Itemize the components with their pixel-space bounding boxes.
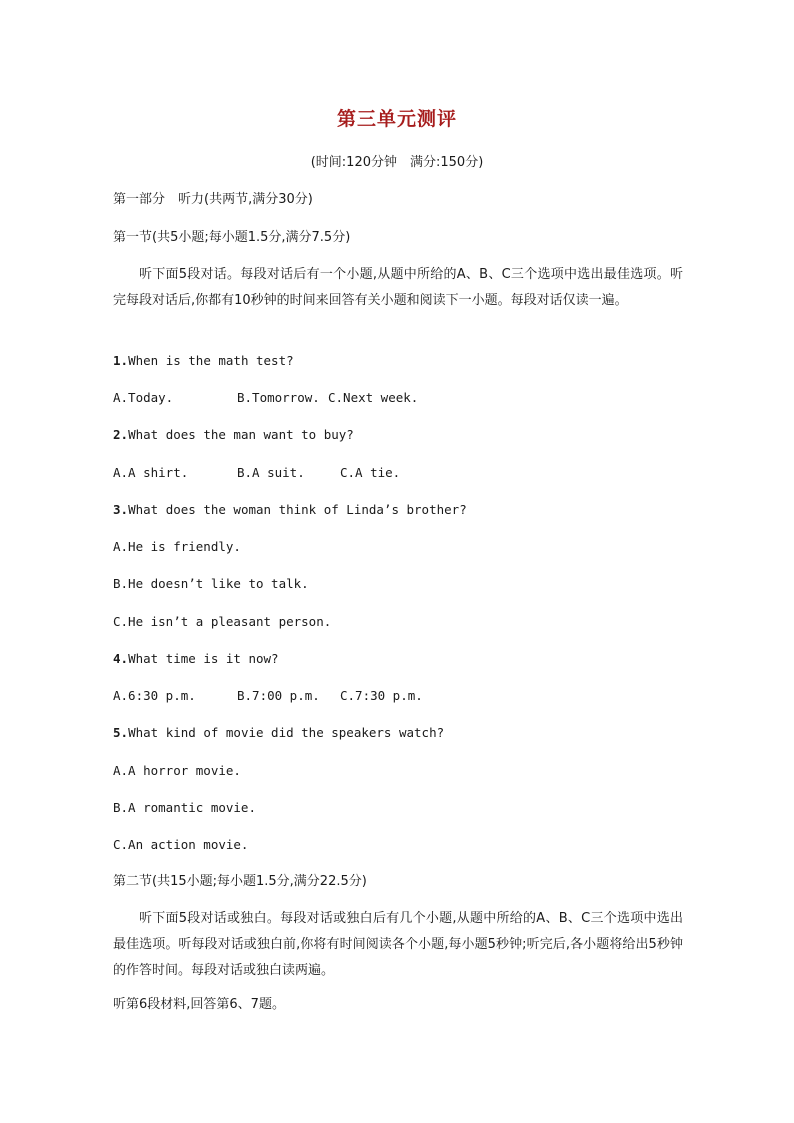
option-c: C.7:30 p.m.: [340, 688, 423, 703]
question-1-options: [113, 390, 693, 406]
question-3-option-b: B.He doesn’t like to talk.: [113, 576, 309, 591]
question-4-options: [113, 688, 693, 704]
option-a: A.Today.: [113, 390, 174, 405]
section2-instructions: 听下面5段对话或独白。每段对话或独白后有几个小题,从题中所给的A、B、C三个选项中选出最佳选项。听每段对话或独白前,你将有时间阅读各个小题,每小题5秒钟;听完后,各小题将给出5秒钟的作答时间。每段对话或独白读两遍。: [113, 911, 683, 978]
option-b: B.Tomorrow.: [237, 390, 320, 405]
material-prompt: 听第6段材料,回答第6、7题。: [113, 997, 285, 1012]
question-number: 3.: [113, 502, 129, 517]
question-text: When is the math test?: [128, 353, 294, 368]
question-2: [113, 427, 693, 443]
question-text: What time is it now?: [128, 651, 279, 666]
question-text: What does the woman think of Linda’s brother?: [128, 502, 467, 517]
section1-heading: 第一节(共5小题;每小题1.5分,满分7.5分): [113, 230, 351, 245]
question-number: 5.: [113, 725, 129, 740]
section2-heading: 第二节(共15小题;每小题1.5分,满分22.5分): [113, 874, 367, 889]
question-3-option-c: C.He isn’t a pleasant person.: [113, 614, 332, 629]
question-5-option-b: B.A romantic movie.: [113, 800, 256, 815]
option-a: A.6:30 p.m.: [113, 688, 196, 703]
exam-meta: (时间:120分钟 满分:150分): [310, 155, 484, 170]
question-2-options: [113, 465, 693, 481]
question-3-option-a: A.He is friendly.: [113, 539, 241, 554]
section1-instructions: 听下面5段对话。每段对话后有一个小题,从题中所给的A、B、C三个选项中选出最佳选项。听完每段对话后,你都有10秒钟的时间来回答有关小题和阅读下一小题。每段对话仅读一遍。: [113, 267, 683, 308]
option-c: C.Next week.: [328, 390, 419, 405]
part1-heading: 第一部分 听力(共两节,满分30分): [113, 192, 313, 207]
question-3: [113, 502, 693, 518]
question-number: 1.: [113, 353, 129, 368]
question-text: What kind of movie did the speakers watch?: [128, 725, 445, 740]
option-c: C.A tie.: [340, 465, 401, 480]
question-number: 4.: [113, 651, 129, 666]
question-5-option-a: A.A horror movie.: [113, 763, 241, 778]
question-1: [113, 353, 693, 369]
question-text: What does the man want to buy?: [128, 427, 354, 442]
option-b: B.7:00 p.m.: [237, 688, 320, 703]
question-5: [113, 725, 693, 741]
page-title: 第三单元测评: [336, 108, 457, 130]
question-5-option-c: C.An action movie.: [113, 837, 249, 852]
question-4: [113, 651, 693, 667]
question-number: 2.: [113, 427, 129, 442]
option-b: B.A suit.: [237, 465, 305, 480]
option-a: A.A shirt.: [113, 465, 189, 480]
